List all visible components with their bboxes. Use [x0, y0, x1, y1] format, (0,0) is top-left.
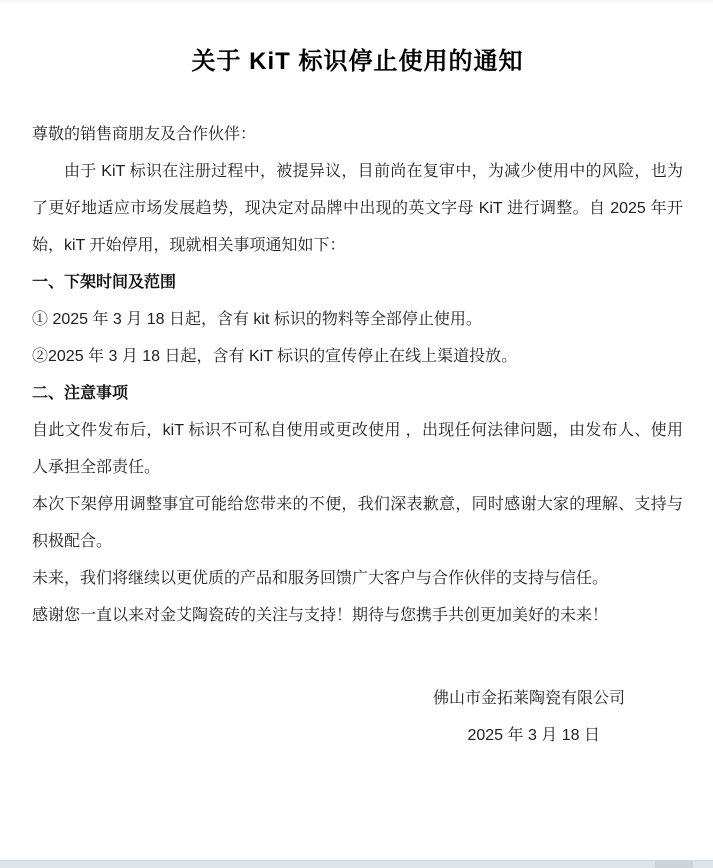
- section2-paragraph-1: 自此文件发布后，kiT 标识不可私自使用或更改使用 ，出现任何法律问题，由发布人、使用人承担全部责任。: [32, 422, 683, 476]
- section2-paragraph-4: 感谢您一直以来对金艾陶瓷砖的关注与支持！期待与您携手共创更加美好的未来！: [32, 607, 609, 624]
- section1-item-1: ① 2025 年 3 月 18 日起，含有 kit 标识的物料等全部停止使用。: [32, 311, 482, 328]
- section2-heading: 二、注意事项: [32, 385, 129, 402]
- intro-paragraph: 由于 KiT 标识在注册过程中，被提异议，目前尚在复审中，为减少使用中的风险，也为了更好地适应市场发展趋势，现决定对品牌中出现的英文字母 KiT 进行调整。自 2025 年开始，kiT 开始停用，现就相关事项通知如下：: [32, 163, 683, 254]
- signature-company: 佛山市金拓莱陶瓷有限公司: [432, 690, 625, 707]
- taskbar-smudge: [655, 861, 693, 868]
- section1-heading: 一、下架时间及范围: [32, 274, 177, 291]
- section2-paragraph-2: 本次下架停用调整事宜可能给您带来的不便，我们深表歉意，同时感谢大家的理解、支持与积极配合。: [32, 496, 683, 550]
- signature-date: 2025 年 3 月 18 日: [467, 727, 600, 744]
- taskbar-top-edge: [0, 860, 713, 868]
- salutation: 尊敬的销售商朋友及合作伙伴：: [32, 126, 257, 143]
- section2-paragraph-3: 未来，我们将继续以更优质的产品和服务回馈广大客户与合作伙伴的支持与信任。: [32, 570, 609, 587]
- window-top-edge: [0, 0, 713, 3]
- document-title: 关于 KiT 标识停止使用的通知: [191, 48, 524, 75]
- section1-item-2: ②2025 年 3 月 18 日起，含有 KiT 标识的宣传停止在线上渠道投放。: [32, 348, 518, 365]
